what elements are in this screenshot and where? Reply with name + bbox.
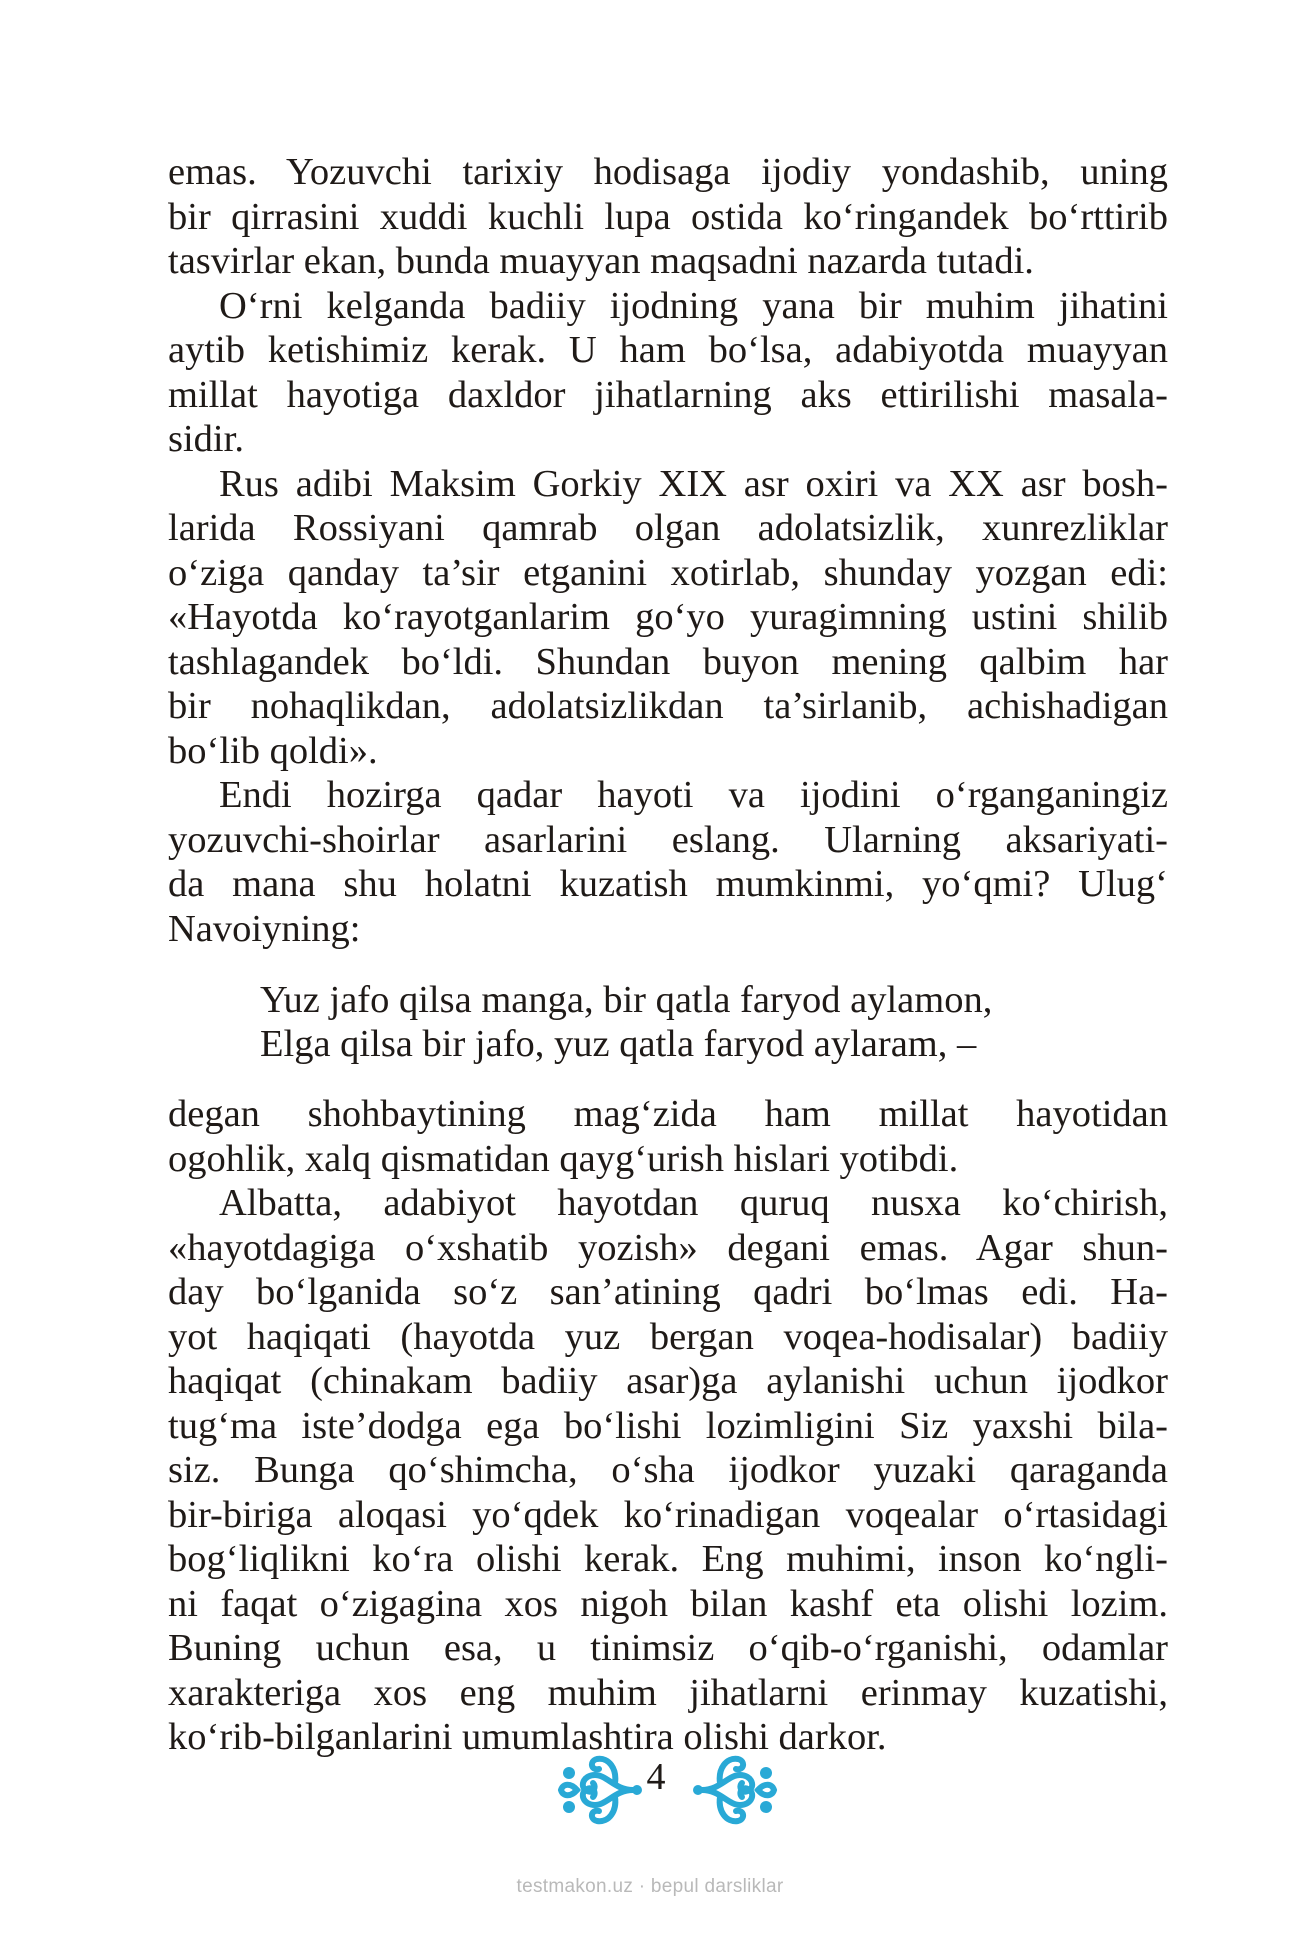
text-line: aytib ketishimiz kerak. U ham bo‘lsa, adabiyotda muayyan: [168, 329, 1168, 371]
text-line: Rus adibi Maksim Gorkiy XIX asr oxiri va XX asr bosh-: [219, 462, 1168, 505]
page-number: 4: [646, 1756, 666, 1798]
text-line: da mana shu holatni kuzatish mumkinmi, yo‘qmi? Ulug‘: [168, 863, 1168, 905]
text-line: bir nohaqlikdan, adolatsizlikdan ta’sirlanib, achishadigan: [168, 685, 1168, 727]
text-line: siz. Bunga qo‘shimcha, o‘sha ijodkor yuzaki qaraganda: [168, 1449, 1168, 1491]
text-line: bo‘lib qoldi».: [168, 729, 378, 772]
text-line: haqiqat (chinakam badiiy asar)ga aylanishi uchun ijodkor: [168, 1360, 1168, 1402]
page-footer: [0, 1745, 1300, 1835]
text-line: tashlagandek bo‘ldi. Shundan buyon mening qalbim har: [168, 640, 1168, 683]
text-line: degan shohbaytining mag‘zida ham millat hayotidan: [168, 1093, 1168, 1135]
paragraph-2: [168, 284, 1168, 462]
text-line: day bo‘lganida so‘z san’atining qadri bo‘lmas edi. Ha-: [168, 1271, 1168, 1313]
text-line: yozuvchi-shoirlar asarlarini eslang. Ularning aksariyati-: [168, 818, 1168, 861]
text-line: bir qirrasini xuddi kuchli lupa ostida ko‘ringandek bo‘rttirib: [168, 195, 1168, 238]
text-line: Navoiyning:: [168, 907, 361, 950]
text-line: yot haqiqati (hayotda yuz bergan voqea-hodisalar) badiiy: [168, 1315, 1168, 1358]
text-line: millat hayotiga daxldor jihatlarning aks ettirilishi masala-: [168, 373, 1168, 416]
text-line: xarakteriga xos eng muhim jihatlarni erinmay kuzatishi,: [168, 1671, 1168, 1714]
text-line: o‘ziga qanday ta’sir etganini xotirlab, shunday yozgan edi:: [168, 551, 1168, 594]
paragraph-1: [168, 150, 1168, 284]
text-line: «Hayotda ko‘rayotganlarim go‘yo yuragimning ustini shilib: [168, 596, 1168, 638]
text-line: Endi hozirga qadar hayoti va ijodini o‘rganganingiz: [219, 774, 1168, 816]
text-line: O‘rni kelganda badiiy ijodning yana bir muhim jihatini: [219, 284, 1168, 327]
verse-quotation: [260, 978, 1160, 1066]
floral-ornament-icon: [690, 1745, 780, 1835]
text-line: ogohlik, xalq qismatidan qayg‘urish hislari yotibdi.: [168, 1137, 959, 1180]
text-line: bir-biriga aloqasi yo‘qdek ko‘rinadigan voqealar o‘rtasidagi: [168, 1493, 1168, 1536]
text-line: ko‘rib-bilganlarini umumlashtira olishi darkor.: [168, 1716, 887, 1758]
text-line: Buning uchun esa, u tinimsiz o‘qib-o‘rganishi, odamlar: [168, 1627, 1168, 1669]
text-line: sidir.: [168, 418, 244, 460]
text-line: Albatta, adabiyot hayotdan quruq nusxa ko‘chirish,: [219, 1182, 1168, 1224]
text-line: ni faqat o‘zigagina xos nigoh bilan kashf eta olishi lozim.: [168, 1582, 1168, 1625]
text-line: «hayotdagiga o‘xshatib yozish» degani emas. Agar shun-: [168, 1226, 1168, 1269]
text-line: emas. Yozuvchi tarixiy hodisaga ijodiy yondashib, uning: [168, 151, 1168, 193]
text-line: larida Rossiyani qamrab olgan adolatsizlik, xunrezliklar: [168, 507, 1168, 549]
paragraph-6: [168, 1181, 1168, 1760]
text-line: tasvirlar ekan, bunda muayyan maqsadni nazarda tutadi.: [168, 240, 1034, 282]
paragraph-5: [168, 1092, 1168, 1181]
paragraph-3: [168, 462, 1168, 774]
paragraph-4: [168, 773, 1168, 951]
text-line: tug‘ma iste’dodga ega bo‘lishi lozimligini Siz yaxshi bila-: [168, 1404, 1168, 1447]
text-line: bog‘liqlikni ko‘ra olishi kerak. Eng muhimi, inson ko‘ngli-: [168, 1538, 1168, 1580]
verse-line: Elga qilsa bir jafo, yuz qatla faryod aylaram, –: [260, 1023, 977, 1065]
verse-line: Yuz jafo qilsa manga, bir qatla faryod aylamon,: [260, 979, 993, 1021]
watermark: testmakon.uz · bepul darsliklar: [516, 1876, 784, 1897]
